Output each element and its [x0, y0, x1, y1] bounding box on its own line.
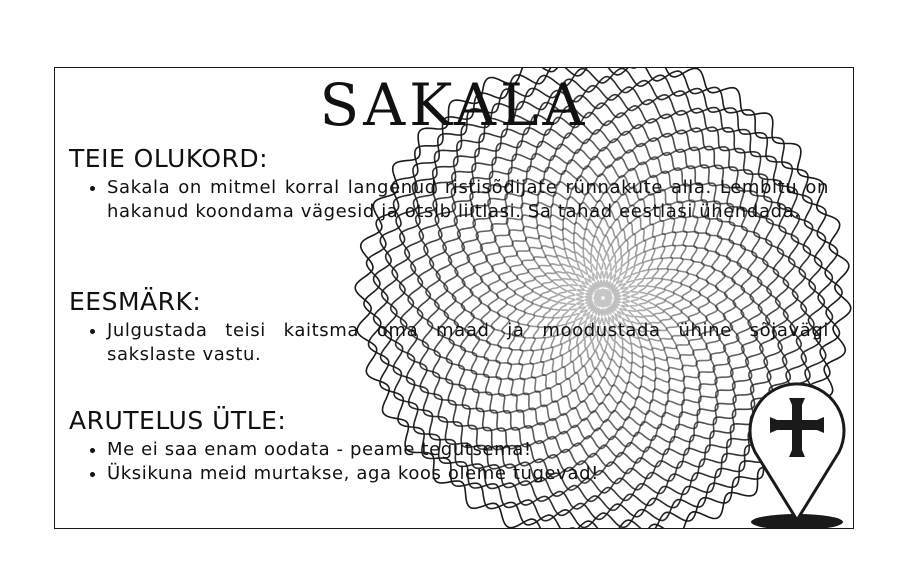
list-item: • Üksikuna meid murtakse, aga koos oleme tugevad! — [107, 462, 829, 486]
discussion-list — [69, 438, 829, 486]
situation-list — [69, 176, 829, 224]
situation-heading: TEIE OLUKORD: — [69, 144, 269, 173]
card-title: SAKALA — [319, 71, 589, 139]
list-item: • Sakala on mitmel korral langenud ristisõdijate rünnakute alla. Lembitu on hakanud koondama vägesid ja otsib liitlasi. Sa tahad eestlasi ühendada. — [107, 176, 829, 224]
goal-list — [69, 319, 829, 367]
discussion-section — [69, 406, 829, 486]
situation-section — [69, 144, 829, 224]
goal-heading: EESMÄRK: — [69, 287, 202, 316]
list-item: • Me ei saa enam oodata - peame tegutsema! — [107, 438, 829, 462]
discussion-heading: ARUTELUS ÜTLE: — [69, 406, 287, 435]
role-card — [54, 67, 854, 529]
list-item: • Julgustada teisi kaitsma oma maad ja moodustada ühine sõjavägi sakslaste vastu. — [107, 319, 829, 367]
goal-section — [69, 287, 829, 367]
